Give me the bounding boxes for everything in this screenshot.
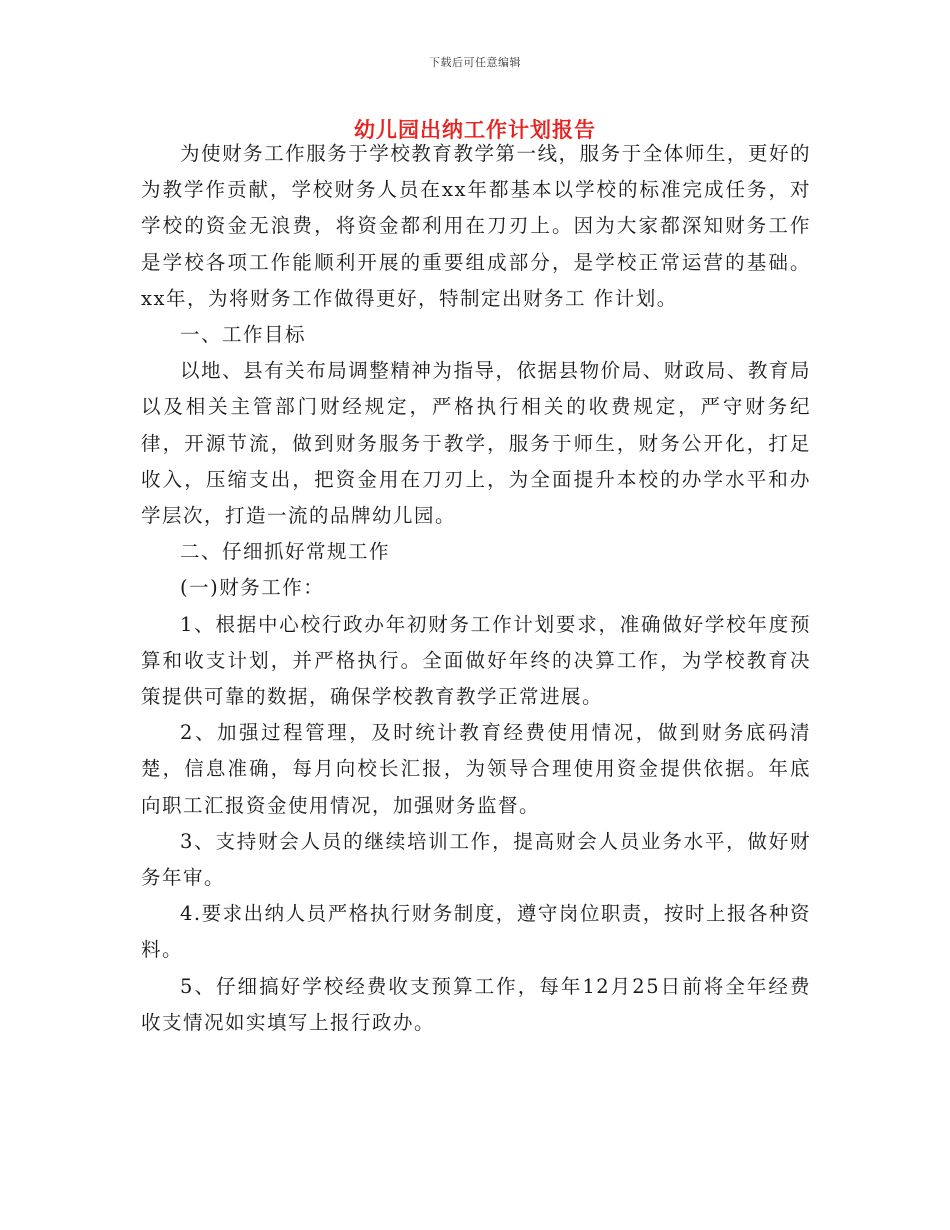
list-item-1: 1、根据中心校行政办年初财务工作计划要求，准确做好学校年度预算和收支计划，并严格执行。全面做好年终的决算工作，为学校教育决策提供可靠的数据，确保学校教育教学正常进展。 [141, 612, 811, 709]
section-heading-routine: 二、仔细抓好常规工作 [180, 540, 391, 564]
section-heading-goal: 一、工作目标 [180, 323, 307, 347]
document-body [141, 136, 811, 1041]
list-item-3: 3、支持财会人员的继续培训工作，提高财会人员业务水平，做好财务年审。 [141, 829, 811, 890]
document-title: 幼儿园出纳工作计划报告 [354, 117, 596, 142]
list-item-4: 4.要求出纳人员严格执行财务制度，遵守岗位职责，按时上报各种资料。 [141, 902, 811, 962]
list-item-2: 2、加强过程管理，及时统计教育经费使用情况，做到财务底码清楚，信息准确，每月向校长汇报，为领导合理使用资金提供依据。年底向职工汇报资金使用情况，加强财务监督。 [141, 721, 811, 817]
subsection-heading-finance: (一)财务工作： [180, 576, 325, 600]
header-note: 下载后可任意编辑 [429, 56, 521, 69]
paragraph-intro: 为使财务工作服务于学校教育教学第一线，服务于全体师生，更好的为教学作贡献，学校财务人员在xx年都基本以学校的标准完成任务，对学校的资金无浪费，将资金都利用在刀刃上。因为大家都深知财务工作是学校各项工作能顺利开展的重要组成部分，是学校正常运营的基础。xx年，为将财务工作做得更好，特制定出财务工 作计划。 [141, 142, 811, 310]
list-item-5: 5、仔细搞好学校经费收支预算工作，每年12月25日前将全年经费收支情况如实填写上报行政办。 [141, 974, 811, 1034]
paragraph-goal: 以地、县有关布局调整精神为指导，依据县物价局、财政局、教育局以及相关主管部门财经规定，严格执行相关的收费规定，严守财务纪律，开源节流，做到财务服务于教学，服务于师生，财务公开化，打足收入，压缩支出，把资金用在刀刃上，为全面提升本校的办学水平和办学层次，打造一流的品牌幼儿园。 [141, 359, 811, 528]
